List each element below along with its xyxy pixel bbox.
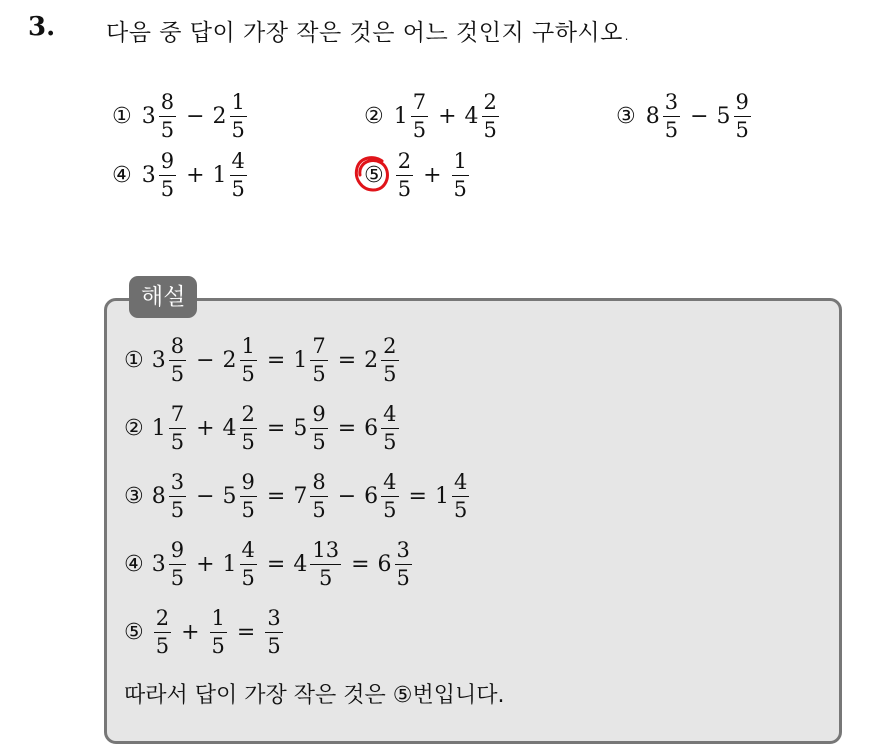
line-number: ⑤ — [124, 620, 144, 645]
fraction: $\frac{8}{5}$ — [160, 90, 175, 142]
choice-number: ① — [112, 104, 132, 129]
fraction: $\frac{1}{5}$ — [231, 90, 245, 142]
whole-part: 4 — [464, 104, 479, 129]
fraction: $\frac{1}{5}$ — [453, 149, 467, 201]
answer-circle-mark — [352, 153, 392, 195]
solution-line-5: ⑤ $\frac{2}{5}$ + $\frac{1}{5}$ = $\frac{3}{5}$ — [124, 606, 281, 658]
fraction: $\frac{7}{5}$ — [412, 90, 427, 142]
solution-line-3: ③ 8 $\frac{3}{5}$ − 5 $\frac{9}{5}$ = 7 $\frac{8}{5}$ − 6 $\frac{4}{5}$ = 1 $\frac{4}{5}$ — [124, 470, 468, 522]
question-text: 다음 중 답이 가장 작은 것은 어느 것인지 구하시오. — [106, 20, 631, 46]
fraction: $\frac{9}{5}$ — [160, 149, 175, 201]
whole-part: 5 — [716, 104, 731, 129]
solution-tag: 해설 — [129, 276, 197, 318]
whole-part: 2 — [212, 104, 227, 129]
question-number: 3. — [28, 12, 56, 42]
fraction: $\frac{2}{5}$ — [483, 90, 497, 142]
solution-conclusion: 따라서 답이 가장 작은 것은 ⑤번입니다. — [124, 683, 505, 708]
choice-1[interactable] — [112, 92, 249, 141]
fraction: $\frac{4}{5}$ — [231, 149, 245, 201]
whole-part: 3 — [141, 104, 156, 129]
whole-part: 8 — [645, 104, 660, 129]
fraction: $\frac{2}{5}$ — [397, 149, 412, 201]
operator: − — [690, 104, 709, 129]
line-number: ② — [124, 416, 144, 441]
solution-line-1: ① 3 $\frac{8}{5}$ − 2 $\frac{1}{5}$ = 1 $\frac{7}{5}$ = 2 $\frac{2}{5}$ — [124, 334, 397, 386]
choice-2[interactable] — [364, 92, 501, 141]
choice-number: ⑤ — [364, 163, 384, 188]
operator: + — [423, 163, 442, 188]
whole-part: 1 — [212, 163, 227, 188]
whole-part: 1 — [393, 104, 408, 129]
line-number: ④ — [124, 552, 144, 577]
operator: − — [186, 104, 205, 129]
fraction: $\frac{3}{5}$ — [664, 90, 679, 142]
fraction: $\frac{9}{5}$ — [735, 90, 749, 142]
operator: + — [186, 163, 205, 188]
choice-number: ③ — [616, 104, 636, 129]
choice-3[interactable] — [616, 92, 753, 141]
line-number: ③ — [124, 484, 144, 509]
choice-4[interactable] — [112, 151, 249, 200]
solution-line-4: ④ 3 $\frac{9}{5}$ + 1 $\frac{4}{5}$ = 4 $\frac{13}{5}$ = 6 $\frac{3}{5}$ — [124, 538, 410, 590]
solution-line-2: ② 1 $\frac{7}{5}$ + 4 $\frac{2}{5}$ = 5 $\frac{9}{5}$ = 6 $\frac{4}{5}$ — [124, 402, 397, 454]
choice-number: ④ — [112, 163, 132, 188]
operator: + — [438, 104, 457, 129]
choice-number: ② — [364, 104, 384, 129]
line-number: ① — [124, 348, 144, 373]
whole-part: 3 — [141, 163, 156, 188]
